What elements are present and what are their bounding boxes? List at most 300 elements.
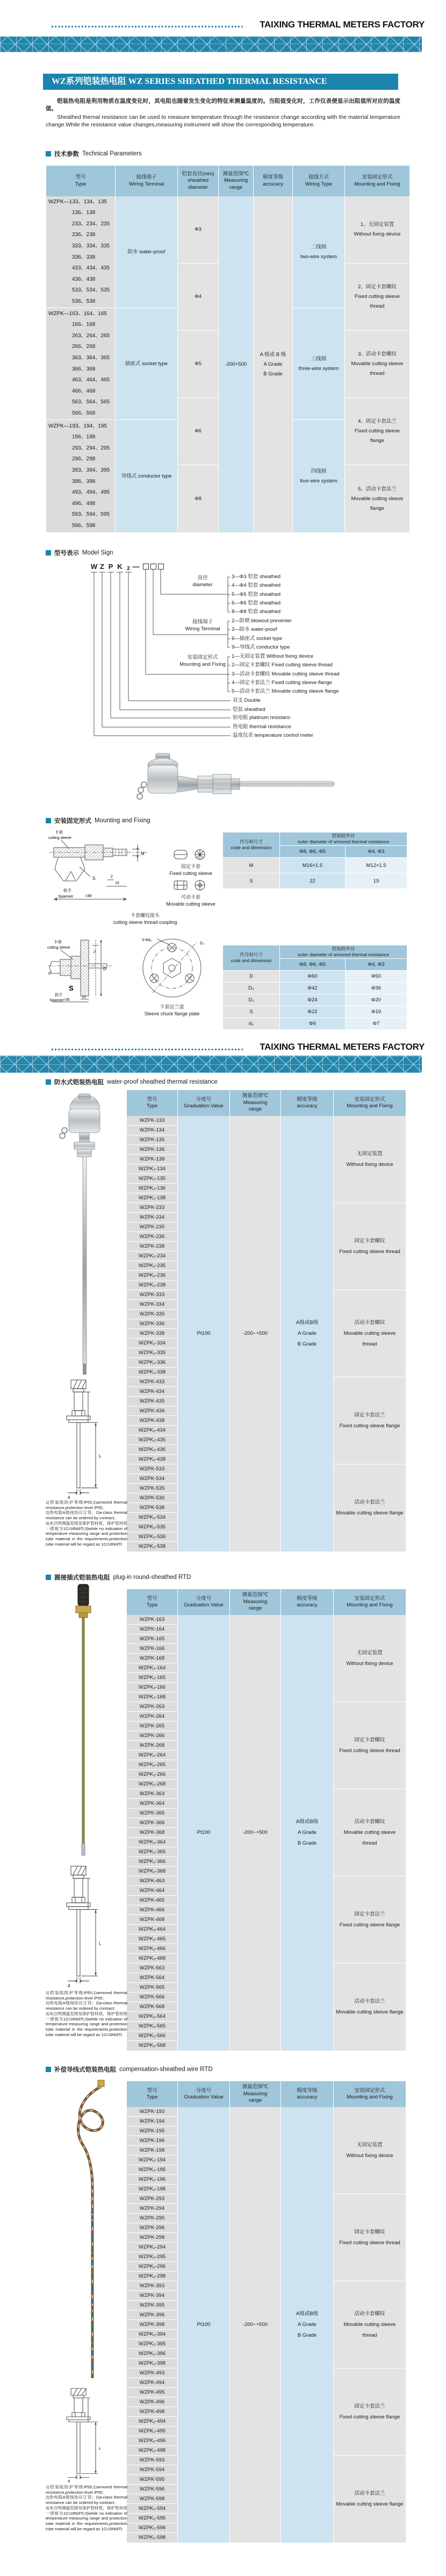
mounting-cell	[334, 1876, 406, 1963]
cell-line: Fixed cutting sleeve flange	[339, 1922, 400, 1928]
range-cell	[230, 1116, 280, 1552]
mounting-column	[334, 2107, 406, 2543]
factory-name: TAIXING THERMAL METERS FACTORY	[260, 1042, 425, 1052]
type-cell	[46, 420, 115, 532]
svg-text:L: L	[99, 2446, 102, 2451]
dim-data-row	[280, 971, 407, 982]
type-cell: WZPK-266	[127, 1731, 177, 1741]
product-header-line: Measuring	[243, 1598, 268, 1605]
type-cell: WZPK₂-164	[127, 1663, 177, 1673]
product-header-line: Mounting and Fixing	[347, 2094, 393, 2100]
mounting-cell	[334, 1963, 406, 2051]
range-cell	[230, 1615, 280, 2051]
product-header-cell	[127, 1090, 177, 1116]
section-marker-icon	[46, 1575, 51, 1580]
wiring-cell	[293, 420, 344, 532]
mounting-cell	[334, 1789, 406, 1876]
type-cell: WZPK₂-498	[127, 2446, 177, 2456]
dim-corner-line: code and dimension	[231, 958, 272, 963]
type-column	[127, 2107, 177, 2543]
type-cell: WZPK-365	[127, 1809, 177, 1818]
cell-line: -200~+500	[243, 1830, 268, 1835]
type-cell: WZPK-135	[127, 1135, 177, 1145]
type-cell: WZPK₂-398	[127, 2359, 177, 2368]
product-table-body	[127, 2107, 406, 2543]
model-group-label-cn: 安装固定形式	[187, 654, 218, 660]
type-cell: WZPK-396	[127, 2310, 177, 2320]
model-sign	[46, 559, 416, 748]
section-title-en: compensation-sheathed wire RTD	[119, 2066, 213, 2073]
product-header-line: Type	[146, 1103, 158, 1109]
dim-code-cell: D	[223, 971, 279, 982]
tech-column	[345, 196, 409, 532]
cell-line: 活动卡套法兰	[354, 1998, 385, 2004]
fixed-sleeve-label-cn: 固定卡套	[181, 864, 200, 869]
dim-value-cell: 19	[346, 873, 407, 888]
plug-table	[127, 1589, 406, 2051]
svg-text:D₀: D₀	[200, 942, 204, 945]
cell-line: B Grade	[297, 1341, 317, 1347]
type-cell: WZPK₂-396	[127, 2349, 177, 2359]
mounting-cell	[334, 1464, 406, 1552]
type-cell: WZPK₂-564	[127, 2012, 177, 2022]
type-cell: WZPK-465	[127, 1896, 177, 1905]
tech-header-cell	[46, 166, 115, 196]
tech-header-cell	[178, 166, 218, 196]
cell-line: 363、364、365	[72, 354, 110, 361]
cell-line: -200+500	[225, 361, 247, 367]
cell-line: Movable cutting sleeve flange	[336, 1510, 404, 1516]
tech-header-line: 接线方式	[308, 174, 329, 180]
terminal-cell	[116, 420, 177, 532]
product-header-line: 分度号	[196, 1595, 212, 1602]
dim-span-cell	[280, 832, 407, 845]
section-title-en: Mounting and Fixing	[95, 817, 150, 824]
type-cell: WZPK-395	[127, 2301, 177, 2310]
type-cell: WZPK-165	[127, 1634, 177, 1644]
tech-header-cell	[254, 166, 292, 196]
product-header-line: Mounting and Fixing	[347, 1602, 393, 1608]
cell-line: Fixed cutting sleeve thread	[339, 2239, 400, 2246]
cell-line: Φ5	[195, 361, 202, 367]
dim-data-row	[280, 873, 407, 888]
cell-line: three-wire system	[298, 365, 339, 372]
mounting-cell	[345, 398, 409, 465]
cell-line: 536、538	[72, 298, 96, 304]
dim-value-cell: M12×1.5	[346, 858, 407, 873]
model-single-item: 双支 Double	[233, 698, 261, 703]
model-group-label-cn: 直径	[197, 575, 208, 581]
cell-line: 无固定装置	[357, 2141, 383, 2148]
cell-line: B Grade	[297, 2332, 317, 2338]
tech-column	[178, 196, 218, 532]
type-cell: WZPK-495	[127, 2388, 177, 2397]
dim-span-line: outer diameter of armored thermal resistance	[297, 839, 390, 844]
cell-line: 活动卡套螺纹	[354, 1818, 385, 1825]
cell-line: 活动卡套法兰	[354, 1499, 385, 1505]
tech-header-cell	[345, 166, 409, 196]
mounting-cell	[345, 196, 409, 264]
diameter-cell	[178, 331, 218, 398]
cell-line: 固定卡套螺纹	[354, 1237, 385, 1244]
section-header-tech	[46, 150, 142, 158]
graduation-cell	[178, 1116, 229, 1552]
cell-line: Pt100	[197, 2322, 211, 2328]
dim-table-a	[223, 832, 407, 888]
type-cell: WZPK-438	[127, 1416, 177, 1426]
type-cell: WZPK-133	[127, 1116, 177, 1126]
section-marker-icon	[46, 151, 51, 156]
cell-line: 366、368	[72, 366, 96, 372]
product-header-cell	[230, 2081, 280, 2107]
cell-line: WZPK—133、134、135	[48, 198, 107, 205]
tech-header-line: accuracy	[262, 181, 283, 187]
cell-line: 396、398	[72, 478, 96, 485]
type-cell: WZPK₂-598	[127, 2533, 177, 2543]
section-title-cn: 圆接插式铠装热电阻	[54, 1575, 110, 1581]
type-cell: WZPK-168	[127, 1654, 177, 1663]
cell-line: 263、264、265	[72, 332, 110, 339]
type-cell: WZPK₂-296	[127, 2262, 177, 2272]
product-header-line: 精度等级	[297, 1595, 318, 1602]
cell-line: Φ6	[195, 428, 202, 434]
intro-en: Sheathed thernal resistance can be used to measure temperature through the resistance change according with the material temperature change.While the resistance value changes,measuring instrument will show the corresponding temperature.	[46, 114, 400, 128]
dim-value-cell: Φ50	[346, 971, 407, 982]
dim-col-header: Φ8, Φ6, Φ5	[280, 846, 345, 857]
water-sketch	[53, 1378, 123, 1503]
compensation-wire-photo	[69, 2079, 118, 2385]
svg-text:L: L	[99, 1453, 102, 1458]
graduation-cell	[178, 2107, 229, 2543]
cell-line: 266、268	[72, 344, 96, 350]
product-header-cell	[127, 2081, 177, 2107]
section-marker-icon	[46, 818, 51, 823]
mounting-cell	[334, 1377, 406, 1464]
product-header-line: 安装固定形式	[354, 1595, 385, 1602]
type-cell: WZPK₂-438	[127, 1455, 177, 1464]
model-group-label	[178, 654, 227, 668]
type-cell: WZPK₂-495	[127, 2426, 177, 2436]
dim-sub-row	[280, 846, 407, 857]
model-sign-lines	[46, 559, 416, 748]
dim-corner-line: 代号和尺寸	[240, 839, 263, 844]
probe-dimension-sketch	[53, 1378, 123, 1500]
dim-table-b	[223, 945, 407, 1029]
cell-line: 3、活动卡套螺纹	[358, 351, 397, 357]
cell-line: 463、464、465	[72, 377, 110, 383]
product-header-cell	[334, 1589, 406, 1615]
type-cell: WZPK₂-435	[127, 1435, 177, 1445]
type-cell: WZPK₂-134	[127, 1164, 177, 1174]
type-cell: WZPK-193	[127, 2107, 177, 2117]
product-header-line: 型号	[147, 2087, 157, 2094]
type-cell: WZPK₂-365	[127, 1847, 177, 1857]
type-cell: WZPK-235	[127, 1222, 177, 1232]
model-group-item: 8—Φ8 铠套 sheathed	[232, 609, 281, 615]
type-cell: WZPK-335	[127, 1310, 177, 1319]
product-header-line: 安装固定形式	[354, 2087, 385, 2094]
probe-dimension-sketch	[53, 2387, 123, 2484]
type-cell: WZPK₂-238	[127, 1280, 177, 1290]
wiring-cell	[293, 196, 344, 308]
model-group-item: 3—防水 water-proof	[232, 627, 277, 632]
tech-table-body	[46, 196, 409, 532]
cell-line: Without fixing device	[346, 1660, 393, 1667]
mounting-cell	[334, 2194, 406, 2281]
svg-text:d: d	[48, 971, 51, 976]
product-table-header	[127, 1090, 406, 1116]
tech-header-line: Type	[75, 181, 87, 187]
header-dotted-line	[52, 26, 243, 27]
dim-code-cell: M	[223, 858, 279, 873]
type-cell: WZPK₂-295	[127, 2252, 177, 2262]
product-header-line: range	[248, 1605, 262, 1612]
type-cell: WZPK-134	[127, 1126, 177, 1135]
product-header-cell	[281, 1090, 333, 1116]
type-cell: WZPK-536	[127, 1493, 177, 1503]
diameter-cell	[178, 196, 218, 264]
dim-corner-cell	[223, 832, 279, 857]
model-code-box	[143, 564, 149, 570]
type-cell: WZPK-435	[127, 1397, 177, 1406]
svg-text:d: d	[68, 1495, 70, 1500]
type-cell: WZPK₂-468	[127, 1954, 177, 1963]
type-cell: WZPK-533	[127, 1464, 177, 1474]
type-cell: WZPK-164	[127, 1625, 177, 1634]
svg-text:cutting sleeve: cutting sleeve	[47, 946, 70, 950]
factory-name: TAIXING THERMAL METERS FACTORY	[260, 19, 425, 30]
section-title-en: water-proof sheathed thermal resistance	[107, 1079, 218, 1085]
dim-value-cell: Φ20	[346, 994, 407, 1006]
dim-col-header: Φ4, Φ3	[346, 846, 407, 857]
svg-text:3-Φd₀: 3-Φd₀	[142, 938, 152, 942]
model-group-item: 4—固定卡套法兰 Fixed cutting sleeve flange	[232, 680, 332, 686]
accuracy-cell	[281, 1615, 333, 2051]
model-group-item: 1—无固定装置 Without fixing device	[232, 653, 314, 659]
product-header-cell	[230, 1090, 280, 1116]
type-cell: WZPK-263	[127, 1702, 177, 1712]
product-header-line: 型号	[147, 1595, 157, 1602]
cell-line: 196、198	[72, 434, 96, 440]
section-title-en: Technical Parameters	[82, 151, 142, 157]
type-cell: WZPK-363	[127, 1789, 177, 1799]
type-cell: WZPK-138	[127, 1155, 177, 1164]
model-group-label-en: Wiring Terminal	[185, 626, 220, 632]
type-cell: WZPK₂-236	[127, 1271, 177, 1280]
terminal-cell	[116, 196, 177, 308]
type-cell: WZPK-593	[127, 2456, 177, 2465]
dim-right-col	[280, 945, 407, 1029]
type-cell: WZPK-466	[127, 1905, 177, 1915]
dim-data-row	[280, 858, 407, 873]
svg-text:15: 15	[115, 881, 119, 885]
water-table	[127, 1090, 406, 1552]
model-code-letter: —	[132, 563, 140, 571]
type-cell: WZPK₂-265	[127, 1760, 177, 1770]
cell-line: 336、338	[72, 254, 96, 260]
type-cell: WZPK-468	[127, 1915, 177, 1925]
type-cell: WZPK-564	[127, 1973, 177, 1983]
type-cell: WZPK-196	[127, 2136, 177, 2146]
cell-line: A Grade	[298, 1330, 316, 1336]
cell-line: Without fixing device	[346, 1161, 393, 1168]
cell-line: 固定卡套法兰	[354, 1911, 385, 1917]
svg-text:Spanner: Spanner	[49, 999, 64, 1002]
type-cell: WZPK-535	[127, 1484, 177, 1493]
type-cell: WZPK-534	[127, 1474, 177, 1484]
cell-line: A级或B级	[296, 2311, 319, 2317]
cell-line: four-wire system	[300, 478, 337, 484]
type-cell: WZPK₂-338	[127, 1368, 177, 1377]
plug-notes: 1)铠装阻防护等级IP55;1)armored thermal resistance,protection level IP55; 2)热电阻A级按协议订货；2)a-class thermal resistance can be ordered by contract; 3)未注明测温范围及保护管材质，保护管材质一律视为1Cr18Ni9Ti;3)while no indication of temperature measuring range and protection tube material in the requirements,protection tube material will be regard as 1Cr18Ni9Ti;	[46, 1990, 127, 2037]
diameter-cell	[178, 398, 218, 465]
product-header-line: 安装固定形式	[354, 1096, 385, 1102]
tech-header-line: 型号	[75, 174, 86, 180]
cell-line: 566、568	[72, 410, 96, 416]
product-header-line: 分度号	[196, 2087, 212, 2094]
header-pattern-banner	[0, 1056, 422, 1073]
type-cell: WZPK₂-138	[127, 1193, 177, 1203]
cell-line: 无固定装置	[357, 1150, 383, 1157]
dim-value-cell: Φ24	[280, 994, 345, 1006]
section-marker-icon	[46, 550, 51, 556]
section-marker-icon	[46, 1079, 51, 1085]
type-cell: WZPK-233	[127, 1203, 177, 1213]
type-cell: WZPK-494	[127, 2378, 177, 2388]
cell-line: 二线制	[311, 244, 327, 250]
accuracy-column	[281, 1615, 333, 2051]
dim-col-header: Φ8, Φ6, Φ5	[280, 959, 345, 970]
type-cell: WZPK₂-538	[127, 1542, 177, 1552]
type-cell: WZPK₂-198	[127, 2184, 177, 2194]
type-cell: WZPK₂-195	[127, 2165, 177, 2175]
comp-notes: 1)铠装阻防护等级IP55;1)armored thermal resistance,protection level IP55; 2)热电阻A级按协议订货；2)a-class thermal resistance can be ordered by contract; 3)未注明测温范围及保护管材质，保护管材质一律视为1Cr18Ni9Ti;3)while no indication of temperature measuring range and protection tube material in the requirements,protection tube material will be regard as 1Cr18Ni9Ti;	[46, 2485, 127, 2531]
dim-left-col	[223, 945, 279, 1029]
dim-span-line: 铠装阻外径	[332, 946, 355, 951]
cell-line: A Grade	[263, 361, 283, 367]
tech-column	[254, 196, 292, 532]
product-header-line: range	[248, 1106, 262, 1113]
cell-line: Without fixing device	[346, 2152, 393, 2159]
product-header-line: 型号	[147, 1096, 157, 1102]
mounting-cell	[334, 2107, 406, 2194]
dim-value-cell: Φ22	[280, 1006, 345, 1017]
type-cell: WZPK-336	[127, 1319, 177, 1329]
svg-text:cutting sleeve: cutting sleeve	[48, 836, 71, 840]
product-header-cell	[334, 2081, 406, 2107]
movable-sleeve-label-cn: 可动卡套	[181, 894, 200, 900]
type-cell: WZPK₂-294	[127, 2243, 177, 2252]
dim-value-cell: Φ60	[280, 971, 345, 982]
mounting-cell	[334, 1116, 406, 1203]
cell-line: B Grade	[263, 371, 283, 377]
type-cell: WZPK-163	[127, 1615, 177, 1625]
model-single-item: 铂电阻 platinum resistanc	[233, 715, 291, 721]
type-column	[127, 1116, 177, 1552]
type-cell: WZPK-496	[127, 2397, 177, 2407]
water-notes: 1)铠装阻防护等级IP55;1)armored thermal resistance,protection level IP55; 2)热电阻A级按协议订货；2)a-class thermal resistance can be ordered by contract; 3)未注明测温范围及保护管材质，保护管材质一律视为1Cr18Ni9Ti;3)while no indication of temperature measuring range and protection tube material in the requirements,protection tube material will be regard as 1Cr18Ni9Ti;	[46, 1500, 127, 1547]
section-header-water	[46, 1078, 218, 1086]
accuracy-cell	[281, 2107, 333, 2543]
cell-line: 596、598	[72, 522, 96, 529]
type-cell: WZPK₂-168	[127, 1692, 177, 1702]
cell-line: 563、564、565	[72, 399, 110, 405]
svg-text:2: 2	[93, 950, 96, 954]
type-cell: WZPK₂-494	[127, 2417, 177, 2426]
svg-text:d: d	[68, 2479, 70, 2484]
type-cell: WZPK-394	[127, 2291, 177, 2301]
product-header-line: Graduation Value	[184, 1103, 224, 1109]
type-cell: WZPK-598	[127, 2494, 177, 2504]
mounting-cell	[334, 2368, 406, 2456]
product-table-body	[127, 1116, 406, 1552]
cell-line: Pt100	[197, 1330, 211, 1336]
svg-text:卡套: 卡套	[54, 940, 62, 944]
type-cell: WZPK₂-334	[127, 1339, 177, 1348]
tech-table-header	[46, 166, 409, 196]
product-header-line: Graduation Value	[184, 1602, 224, 1608]
svg-text:10: 10	[82, 995, 86, 999]
model-group-item: 2—固定卡套螺纹 Fixed cutting sleeve thread	[232, 662, 333, 668]
model-single-item: 温度仪表 temperature control meter	[233, 732, 313, 738]
cell-line: Fixed cutting sleeve flange	[355, 428, 400, 444]
tech-header-line: Wiring Type	[305, 181, 332, 187]
type-cell: WZPK₂-536	[127, 1532, 177, 1542]
mounting-column	[334, 1116, 406, 1552]
model-code-letter: 2	[127, 566, 130, 572]
cell-line: Movable cutting sleeve thread	[343, 1330, 396, 1347]
product-header-line: range	[248, 2097, 262, 2104]
cell-line: Without fixing device	[354, 231, 401, 237]
plug-sketch	[53, 1864, 123, 1991]
mounting-cell	[334, 1203, 406, 1290]
tech-header-line: 铠套直径(mm)	[182, 170, 214, 177]
type-cell: WZPK₂-266	[127, 1770, 177, 1780]
type-cell: WZPK-236	[127, 1232, 177, 1242]
product-header-line: Measuring	[243, 1099, 268, 1106]
type-cell: WZPK-565	[127, 1983, 177, 1993]
type-cell: WZPK₂-496	[127, 2436, 177, 2446]
model-group-label-en: Mounting and Fixing	[179, 661, 226, 667]
cell-line: Fixed cutting sleeve thread	[339, 1248, 400, 1255]
type-cell: WZPK-463	[127, 1876, 177, 1886]
svg-text:D: D	[103, 966, 106, 971]
type-cell: WZPK₂-394	[127, 2330, 177, 2339]
cell-line: two-wire system	[300, 253, 337, 260]
svg-text:≈38: ≈38	[85, 893, 92, 898]
type-cell: WZPK₂-595	[127, 2514, 177, 2523]
product-table-body	[127, 1615, 406, 2051]
svg-text:Spanner: Spanner	[58, 894, 74, 899]
cell-line: 296、298	[72, 456, 96, 462]
model-code-box	[158, 564, 164, 570]
tech-header-line: range	[229, 184, 243, 190]
section-header-comp	[46, 2065, 213, 2074]
svg-text:M: M	[141, 851, 145, 856]
model-code-box	[150, 564, 156, 570]
type-cell: WZPK-265	[127, 1721, 177, 1731]
tech-header-line: 安装固定形式	[362, 174, 393, 180]
type-cell: WZPK₂-335	[127, 1348, 177, 1358]
tech-column	[116, 196, 177, 532]
section-title-cn: 型号表示	[54, 550, 79, 557]
cell-line: A级或B级	[296, 1320, 319, 1326]
dim-value-cell: 22	[280, 873, 345, 888]
cell-line: 493、494、495	[72, 489, 110, 496]
type-cell: WZPK-434	[127, 1387, 177, 1397]
range-column	[230, 1116, 280, 1552]
type-cell: WZPK-268	[127, 1741, 177, 1750]
